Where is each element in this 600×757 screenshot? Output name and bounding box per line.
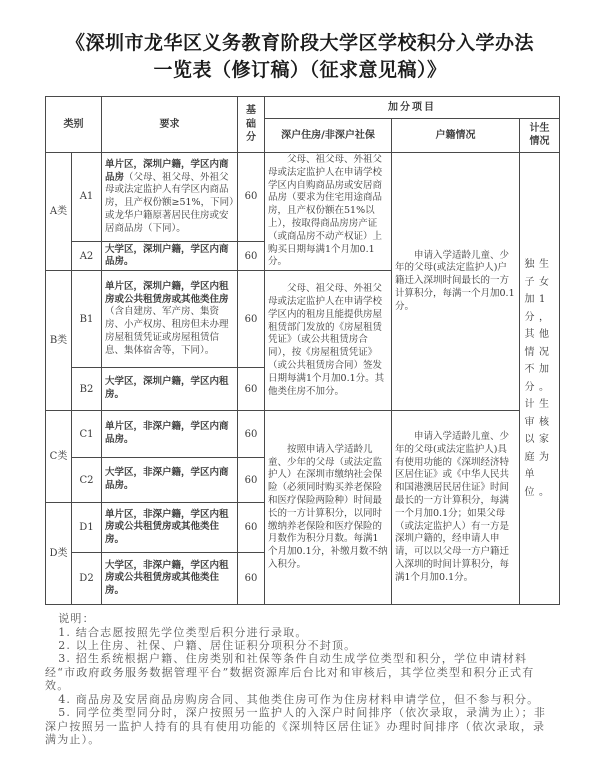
- code-cell: B2: [72, 368, 102, 411]
- code-cell: C1: [72, 411, 102, 458]
- header-requirement: 要求: [102, 96, 238, 152]
- table-row: [46, 152, 560, 242]
- requirement-cell: [102, 411, 238, 458]
- requirement-cell: [102, 503, 238, 553]
- base-score-cell: 60: [238, 503, 265, 553]
- base-score-cell: 60: [238, 152, 265, 242]
- requirement-rest: （含自建房、军产房、集资房、小产权房、租房但未办理房屋租赁凭证或房屋租赁信息、集体宿舍等，下同）。: [105, 306, 229, 356]
- header-family-planning-label: 计生情况: [529, 122, 550, 148]
- social-bonus-cell-cd: 按照申请入学适龄儿童、少年的父母（或法定监护人）在深圳市缴纳社会保险（必须同时购买养老保险和医疗保险两险种）时间最长的一方计算积分，以同时缴纳养老保险和医疗保险的月数作为积分月数。每满1个月加0.1分，补缴月数不纳入积分。: [265, 411, 392, 605]
- housing-bonus-cell-b: 父母、祖父母、外祖父母或法定监护人在申请学校学区内的租房且能提供房屋租赁部门发放的《房屋租赁凭证》（或公共租赁房合同），按《房屋租赁凭证》（或公共租赁房合同）签发日期每满1个月加0.1分。其他类住房不加分。: [265, 271, 392, 411]
- note-item-4: 4. 商品房及安居商品房购房合同、其他类住房可作为住房材料申请学位，但不参与积分。: [58, 692, 540, 706]
- header-base-score-label: 基础分: [246, 105, 256, 144]
- header-hukou: 户籍情况: [392, 118, 520, 152]
- category-cell-b: B类: [46, 271, 72, 411]
- base-score-cell: 60: [238, 271, 265, 368]
- category-cell-d: D类: [46, 503, 72, 605]
- requirement-main: 单片区，深圳户籍，学区内商品房: [105, 158, 229, 183]
- requirement-cell: [102, 458, 238, 503]
- category-cell-c: C类: [46, 411, 72, 503]
- base-score-cell: 60: [238, 368, 265, 411]
- header-category: 类别: [46, 96, 102, 152]
- note-item-3: 3. 招生系统根据户籍、住房类别和社保等条件自动生成学位类型和积分，学位申请材料经“市政府政务服务数据管理平台”数据资源库后台比对和审核后，其学位类型和积分正式有效。: [45, 652, 535, 693]
- requirement-cell: [102, 368, 238, 411]
- base-score-cell: 60: [238, 411, 265, 458]
- requirement-cell: [102, 152, 238, 242]
- requirement-cell: [102, 242, 238, 271]
- code-cell: D2: [72, 553, 102, 605]
- code-cell: A1: [72, 152, 102, 242]
- header-base-score: [238, 96, 265, 152]
- requirement-main: 大学区，深圳户籍，学区内商品房。: [105, 243, 229, 268]
- requirement-cell: [102, 271, 238, 368]
- base-score-cell: 60: [238, 553, 265, 605]
- code-cell: D1: [72, 503, 102, 553]
- category-cell-a: A类: [46, 152, 72, 270]
- code-cell: A2: [72, 242, 102, 271]
- requirement-main: 大学区，非深户籍，学区内租房或公共租赁房或其他类住房。: [105, 559, 229, 597]
- requirement-main: 单片区，非深户籍，学区内租房或公共租赁房或其他类住房。: [105, 508, 229, 546]
- notes-label: 说明：: [58, 612, 95, 626]
- requirement-main: 单片区，非深户籍，学区内商品房。: [105, 421, 229, 446]
- note-item-1: 1. 结合志愿按照先学位类型后积分进行录取。: [58, 625, 308, 639]
- base-score-cell: 60: [238, 458, 265, 503]
- code-cell: C2: [72, 458, 102, 503]
- note-item-5: 5. 同学位类型同分时，深户按照另一监护人的入深户时间排序（依次录取，录满为止）；非深户按照另一监护人持有的具有使用功能的《深圳特区居住证》办理时间排序（依次录取，录满为止）。: [45, 706, 547, 746]
- header-bonus: 加分项目: [265, 96, 560, 118]
- hukou-bonus-cell-cd: 申请入学适龄儿童、少年的父母(或法定监护人)具有使用功能的《深圳经济特区居住证》或《中华人民共和国港澳居民居住证》时间最长的一方计算积分，每满一个月加0.1分；如果父母（或法定监护人）有一方是深圳户籍的，经申请人申请，可以以父母一方户籍迁入深圳的时间计算积分，每满1个月加0.1分。: [392, 411, 520, 605]
- requirement-rest: （父母、祖父母、外祖父母或法定监护人有学区内商品房，且产权份额≥51%，下同）或龙华户籍原著居民住房或安居商品房（下同）。: [105, 171, 234, 234]
- hukou-bonus-cell-ab: 申请入学适龄儿童、少年的父母(或法定监护人)户籍迁入深圳时间最长的一方计算积分，每满一个月加0.1分。: [392, 152, 520, 410]
- header-family-planning: [520, 118, 560, 152]
- note-item-2: 2. 以上住房、社保、户籍、居住证积分项积分不封顶。: [58, 639, 357, 653]
- points-table: [45, 96, 560, 605]
- table-row: [46, 411, 560, 458]
- page-title: 《深圳市龙华区义务教育阶段大学区学校积分入学办法一览表（修订稿）（征求意见稿）》: [65, 32, 534, 81]
- requirement-main: 大学区，深圳户籍，学区内租房。: [105, 376, 229, 401]
- code-cell: B1: [72, 271, 102, 368]
- housing-bonus-cell-a: 父母、祖父母、外祖父母或法定监护人在申请学校学区内自购商品房或安居商品房（要求为住宅用途商品房，且产权份额在51%以上），按取得商品房房产证（或商品房不动产权证）上购买日期每满1个月加0.1分。: [265, 152, 392, 270]
- requirement-main: 单片区，深圳户籍，学区内租房或公共租赁房或其他类住房: [105, 280, 229, 305]
- base-score-cell: 60: [238, 242, 265, 271]
- family-planning-cell: 独生子女加1分，其他情况不加分。计生审核以家庭为单位。: [520, 152, 560, 604]
- notes-section: [45, 612, 555, 746]
- document-page: [0, 30, 600, 757]
- header-housing-social: 深户住房/非深户社保: [265, 118, 392, 152]
- requirement-main: 大学区，非深户籍，学区内商品房。: [105, 467, 229, 492]
- requirement-cell: [102, 553, 238, 605]
